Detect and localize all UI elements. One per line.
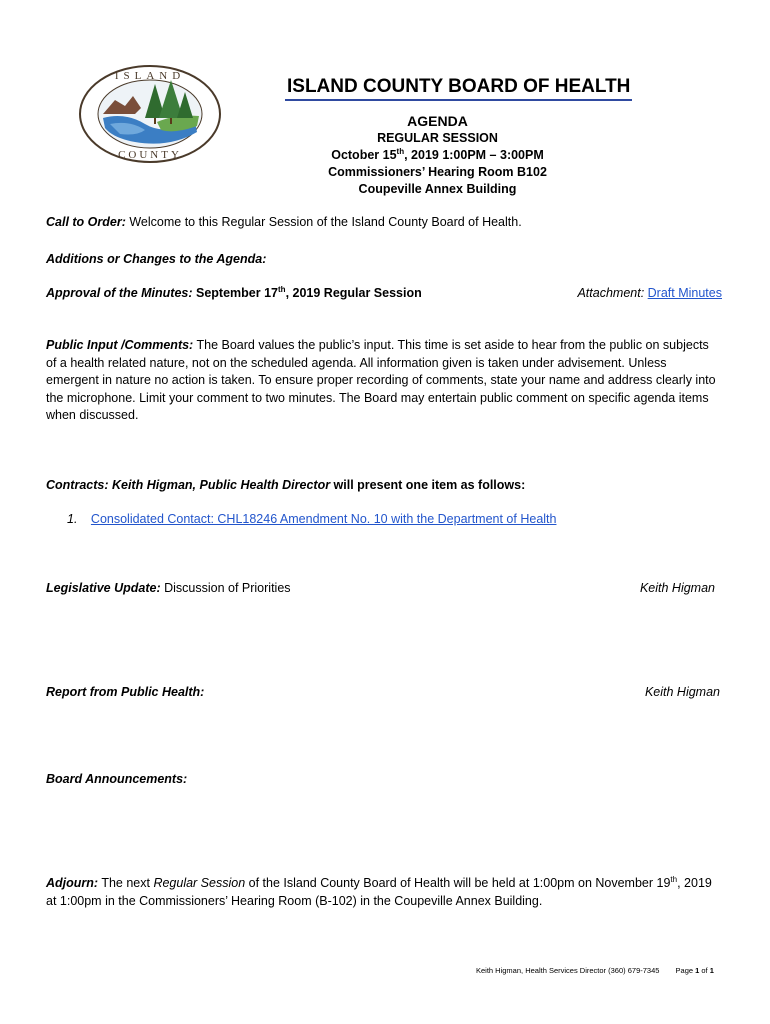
- additions-section: [46, 251, 722, 269]
- contracts-text: will present one item as follows:: [330, 478, 526, 492]
- contract-item-number: 1.: [67, 512, 78, 526]
- meeting-date: October 15th, 2019 1:00PM – 3:00PM: [331, 146, 544, 162]
- adjourn-section: Adjourn: The next Regular Session of the Island County Board of Health will be held at 1:00pm on November 19th, 2019 at 1:00pm in the Commissioners’ Hearing Room (B-102) in the Coupeville Annex Building.: [46, 874, 712, 908]
- contracts-section: [46, 477, 722, 495]
- approval-section: [46, 285, 722, 303]
- contracts-label: Contracts: Keith Higman, Public Health Director: [46, 478, 331, 492]
- announcements-section: [46, 771, 722, 789]
- logo-top-text: ISLAND: [114, 70, 186, 82]
- legislative-section: [46, 580, 715, 598]
- report-label: Report from Public Health:: [46, 685, 205, 699]
- session-type: REGULAR SESSION: [377, 131, 498, 145]
- report-presenter: Keith Higman: [644, 685, 720, 699]
- call-to-order: [46, 214, 722, 232]
- contract-list-item: [67, 511, 556, 529]
- public-input-section: [46, 337, 718, 425]
- adjourn-label: Adjourn:: [46, 876, 99, 890]
- call-to-order-text: Welcome to this Regular Session of the Island County Board of Health.: [125, 215, 522, 229]
- page-footer: [476, 966, 714, 975]
- legislative-presenter: Keith Higman: [639, 581, 715, 595]
- agenda-heading: AGENDA: [407, 113, 468, 129]
- meeting-room: Commissioners’ Hearing Room B102: [328, 165, 547, 179]
- approval-text: September 17th, 2019 Regular Session: [192, 284, 422, 300]
- call-to-order-label: Call to Order:: [46, 215, 126, 229]
- additions-label: Additions or Changes to the Agenda:: [46, 252, 267, 266]
- approval-label: Approval of the Minutes:: [46, 286, 193, 300]
- attachment-label: Attachment:: [577, 286, 648, 300]
- footer-contact: Keith Higman, Health Services Director (360) 679-7345: [476, 966, 660, 975]
- meeting-building: Coupeville Annex Building: [358, 182, 517, 196]
- page-title: ISLAND COUNTY BOARD OF HEALTH: [285, 76, 632, 101]
- legislative-label: Legislative Update:: [46, 581, 161, 595]
- logo-bottom-text: COUNTY: [118, 149, 182, 161]
- attachment: [577, 285, 722, 303]
- draft-minutes-link[interactable]: Draft Minutes: [647, 286, 722, 300]
- contract-item-link[interactable]: Consolidated Contact: CHL18246 Amendment No. 10 with the Department of Health: [90, 512, 557, 526]
- page-number: Page 1 of 1: [675, 966, 714, 975]
- report-section: [46, 684, 720, 702]
- public-input-label: Public Input /Comments:: [46, 338, 194, 352]
- legislative-text: Discussion of Priorities: [160, 581, 291, 595]
- public-input-text: The Board values the public’s input. This time is set aside to hear from the public on subjects of a health related nature, not on the scheduled agenda. All information given is taken under advisement. Unless emergent in nature no action is taken. To ensure proper recording of comments, state your name and address clearly into the microphone. Limit your comment to two minutes. The Board may entertain public comment on specific agenda items when discussed.: [46, 338, 716, 422]
- island-county-logo: [75, 62, 225, 166]
- announcements-label: Board Announcements:: [46, 772, 188, 786]
